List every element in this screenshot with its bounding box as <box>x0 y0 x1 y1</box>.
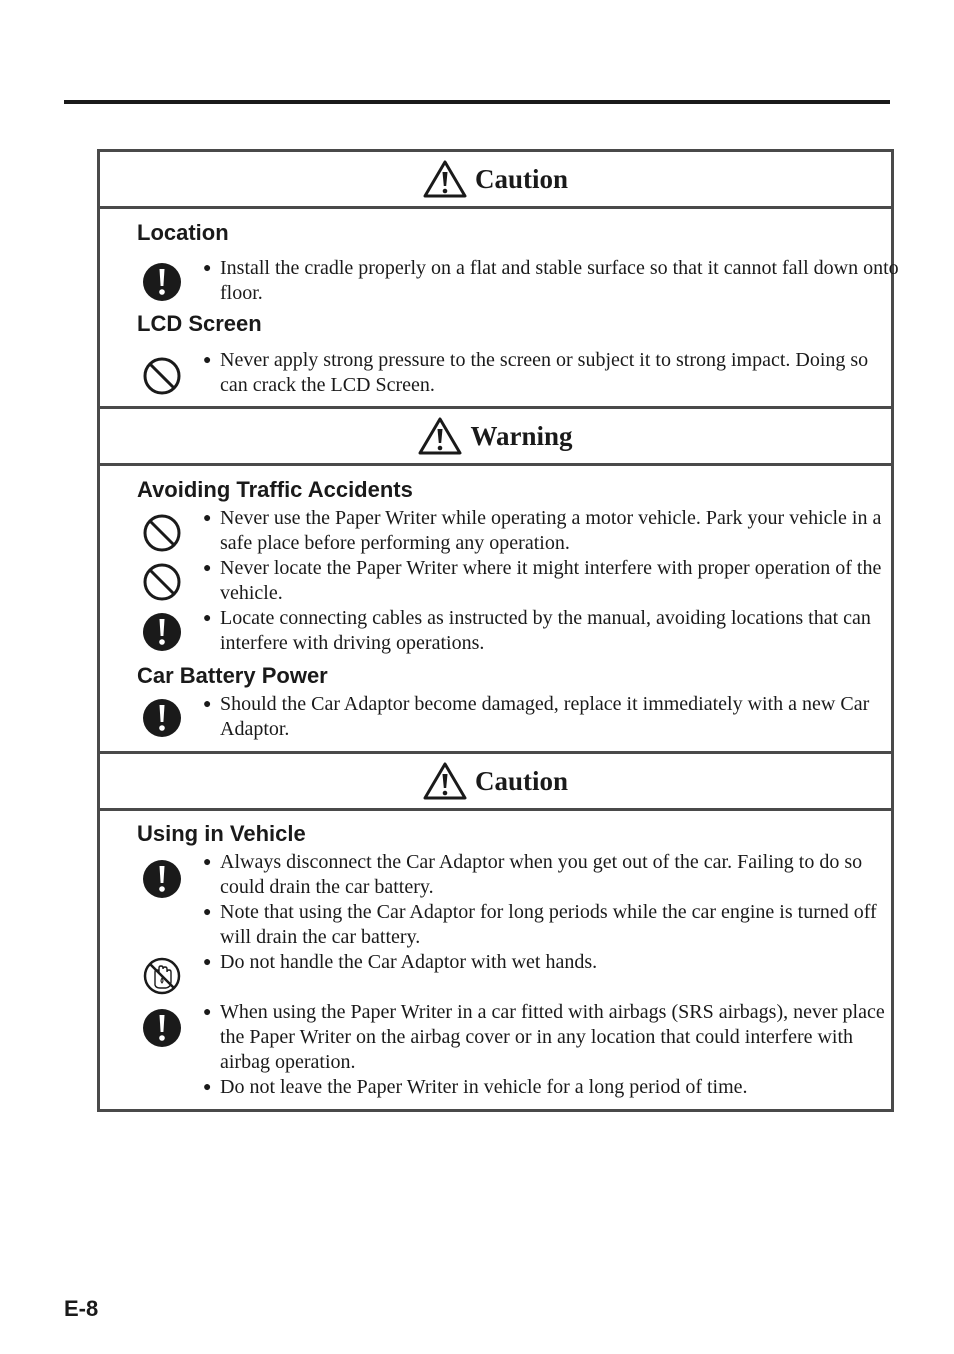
prohibited-circle-icon <box>142 562 182 602</box>
prohibited-circle-icon <box>142 356 182 396</box>
bullet-item: ● Always disconnect the Car Adaptor when you get out of the car. Failing to do so could drain the car battery. <box>203 851 863 898</box>
subhead-using-in-vehicle: Using in Vehicle <box>137 821 306 846</box>
prohibited-circle-icon <box>142 513 182 553</box>
section-heading: Warning <box>470 420 573 451</box>
bullet-item: ● Locate connecting cables as instructed by the manual, avoiding locations that can interfere with driving operations. <box>203 607 871 654</box>
bullet-item: ● Should the Car Adaptor become damaged, replace it immediately with a new Car Adaptor. <box>203 693 870 740</box>
bullet-item: ● Never locate the Paper Writer where it might interfere with proper operation of the vehicle. <box>203 557 882 604</box>
caution-header <box>100 751 891 811</box>
warning-triangle-icon <box>418 417 462 455</box>
warning-header <box>100 406 891 466</box>
top-rule <box>64 100 890 104</box>
bullet-item: ● Do not handle the Car Adaptor with wet hands. <box>203 951 598 973</box>
subhead-avoiding-traffic-accidents: Avoiding Traffic Accidents <box>137 477 413 502</box>
section-heading: Caution <box>474 765 569 796</box>
bullet-item: ● Never use the Paper Writer while operating a motor vehicle. Park your vehicle in a safe place before performing any operation. <box>203 507 882 554</box>
exclamation-circle-icon <box>142 1008 182 1048</box>
bullet-item: ● Never apply strong pressure to the screen or subject it to strong impact. Doing so can crack the LCD Screen. <box>203 349 869 396</box>
subhead-lcd-screen: LCD Screen <box>137 311 262 336</box>
exclamation-circle-icon <box>142 262 182 302</box>
bullet-item: ● Note that using the Car Adaptor for long periods while the car engine is turned off will drain the car battery. <box>203 901 877 948</box>
exclamation-circle-icon <box>142 698 182 738</box>
safety-panel <box>97 149 899 1112</box>
exclamation-circle-icon <box>142 612 182 652</box>
warning-triangle-icon <box>423 762 467 800</box>
bullet-item: ● Do not leave the Paper Writer in vehicle for a long period of time. <box>203 1076 748 1098</box>
subhead-car-battery-power: Car Battery Power <box>137 663 328 688</box>
warning-triangle-icon <box>423 160 467 198</box>
bullet-item: ● When using the Paper Writer in a car fitted with airbags (SRS airbags), never place the Paper Writer on the airbag cover or in any location that could interfere with airbag operation. <box>203 1001 885 1073</box>
section-heading: Caution <box>474 163 569 194</box>
subhead-location: Location <box>137 220 229 245</box>
caution-header <box>100 152 891 209</box>
bullet-item: ● Install the cradle properly on a flat and stable surface so that it cannot fall down onto floor. <box>203 257 899 304</box>
exclamation-circle-icon <box>142 859 182 899</box>
no-wet-hands-icon <box>142 956 182 996</box>
page-number: E-8 <box>64 1296 99 1321</box>
